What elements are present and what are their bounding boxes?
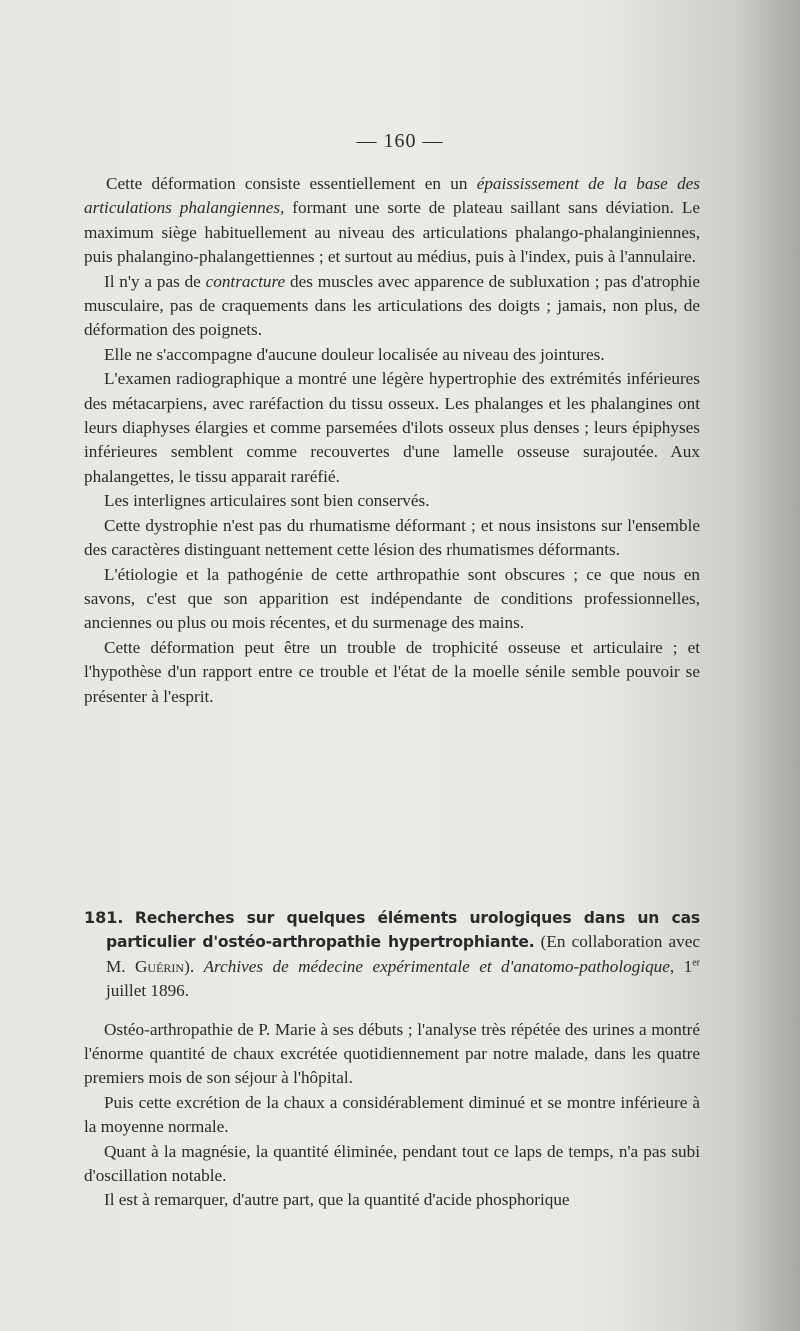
page-number: — 160 —: [356, 130, 444, 152]
paragraph-text: des muscles avec apparence de subluxation ; pas d'atrophie musculaire, pas de craquements dans les articulations des doigts ; jamais, non plus, de déformation des poignets.: [84, 271, 701, 340]
paragraph: Les interlignes articulaires sont bien conservés.: [104, 491, 430, 511]
paragraph: [84, 172, 700, 270]
main-text-block: [84, 172, 700, 709]
entry-number: 181.: [84, 908, 124, 927]
paragraph: Ostéo-arthropathie de P. Marie à ses débuts ; l'analyse très répétée des urines a montré l'énorme quantité de chaux excrétée quotidiennement par notre malade, dans les quatre premiers mois de son séjour à l'hôpital.: [84, 1019, 700, 1088]
paragraph: [84, 270, 700, 343]
paragraph-text: Cette déformation consiste essentiellement en un: [106, 174, 477, 193]
bibliography-entry: [84, 906, 700, 1004]
paragraph: Cette dystrophie n'est pas du rhumatisme déformant ; et nous insistons sur l'ensemble des caractères distinguant nettement cette lésion des rhumatismes déformants.: [84, 515, 700, 560]
paragraph: Puis cette excrétion de la chaux a considérablement diminué et se montre inférieure à la moyenne normale.: [84, 1092, 700, 1137]
paragraph: L'examen radiographique a montré une légère hypertrophie des extrémités inférieures des métacarpiens, avec raréfaction du tissu osseux. Les phalanges et les phalangines ont leurs diaphyses élargies et comme parsemées d'ilots osseux plus denses ; leurs épiphyses inférieures semblent comme recouvertes d'une lamelle osseuse surajoutée. Aux phalangettes, le tissu apparait raréfié.: [84, 369, 700, 486]
paragraph: Cette déformation peut être un trouble de trophicité osseuse et articulaire ; et l'hypothèse d'un rapport entre ce trouble et l'état de la moelle sénile semble pouvoir se présenter à l'esprit.: [84, 637, 700, 706]
italic-phrase: contracture: [205, 271, 286, 291]
bibliography-entry-section: [84, 906, 700, 1213]
date-superscript: er: [692, 957, 701, 969]
date-separator: ,: [669, 956, 684, 976]
date-day: 1: [683, 956, 693, 976]
paragraph-text: Il n'y a pas de: [104, 271, 206, 291]
entry-title: Recherches sur quelques éléments urologiques dans un cas particulier d'ostéo-arthropathie hypertrophiante.: [106, 909, 701, 952]
collab-suffix: ).: [184, 956, 195, 976]
journal-name: Archives de médecine expérimentale et d'anatomo-pathologique: [203, 956, 670, 976]
italic-phrase: épaississement de la base des articulations phalangiennes,: [84, 174, 700, 218]
paragraph: L'étiologie et la pathogénie de cette arthropathie sont obscures ; ce que nous en savons, c'est que son apparition est indépendante de conditions professionnelles, anciennes ou plus ou mois récentes, et du surmenage des mains.: [84, 564, 700, 633]
collaborator-name: Guérin: [135, 956, 185, 976]
paragraph: Elle ne s'accompagne d'aucune douleur localisée au niveau des jointures.: [104, 344, 605, 364]
date-rest: juillet 1896.: [106, 981, 190, 1001]
paragraph-text: formant une sorte de plateau saillant sans déviation. Le maximum siège habituellement au niveau des articulations phalango-phalanginiennes, puis phalangino-phalangettiennes ; et surtout au médius, puis à l'index, puis à l'annulaire.: [84, 198, 700, 267]
paragraph: Il est à remarquer, d'autre part, que la quantité d'acide phosphorique: [104, 1190, 570, 1210]
collab-prefix: (En collaboration avec M.: [106, 932, 700, 976]
paragraph: Quant à la magnésie, la quantité éliminée, pendant tout ce laps de temps, n'a pas subi d'oscillation notable.: [84, 1141, 700, 1186]
